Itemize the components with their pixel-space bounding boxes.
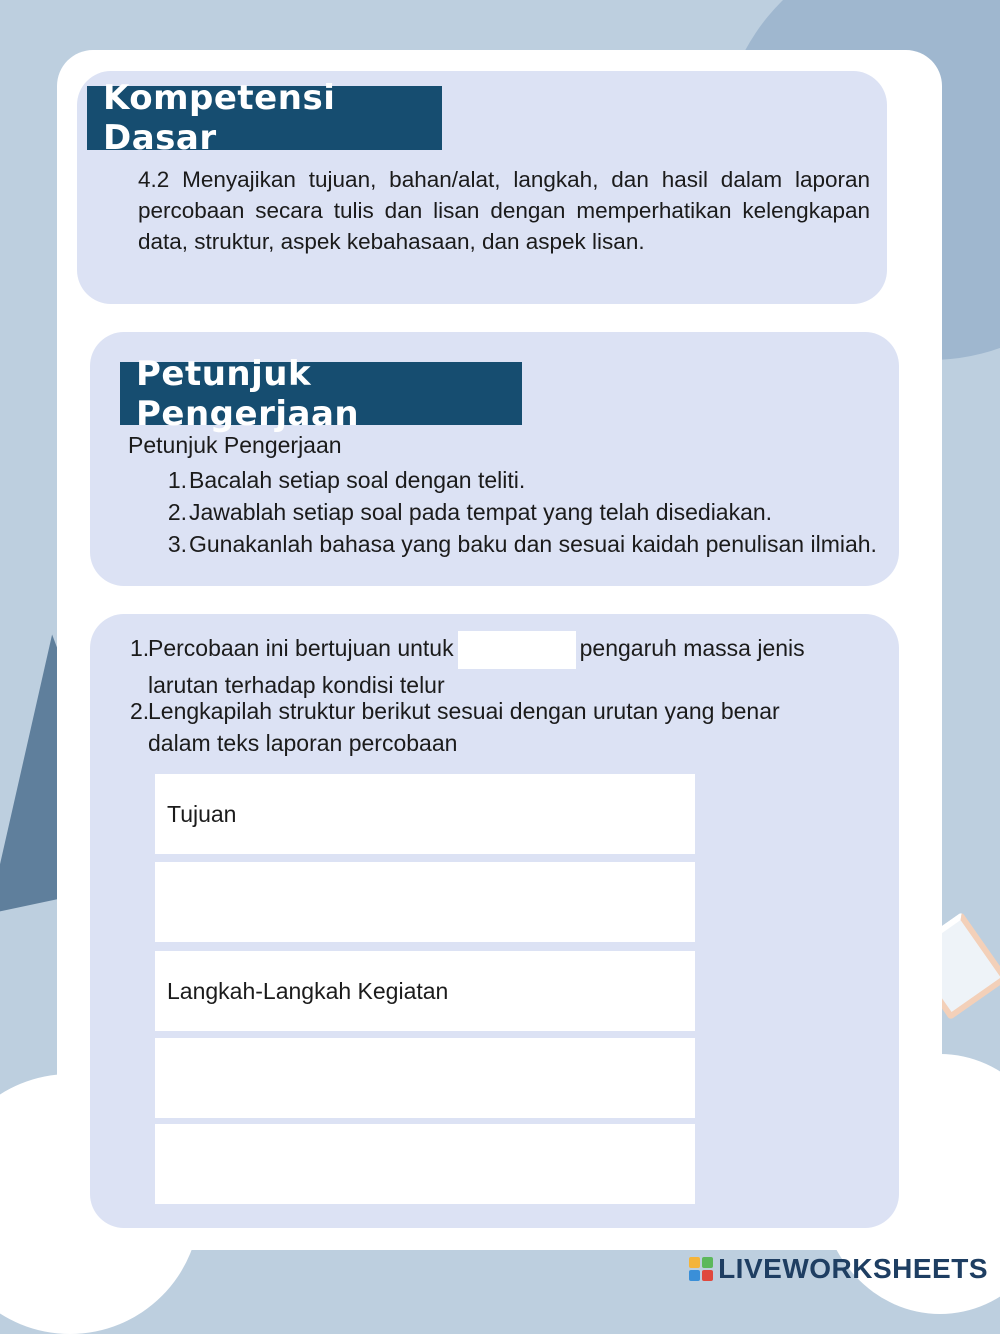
question-number: 2. bbox=[130, 698, 150, 724]
petunjuk-title: Petunjuk Pengerjaan bbox=[120, 362, 522, 425]
question-text: pengaruh massa jenis bbox=[579, 635, 805, 662]
kompetensi-text: 4.2 Menyajikan tujuan, bahan/alat, langkah, dan hasil dalam laporan percobaan secara tulis dan lisan dengan memperhatikan kelengkapan data, struktur, aspek kebahasaan, dan aspek lisan. bbox=[138, 167, 870, 254]
question-text-continued: larutan terhadap kondisi telur bbox=[148, 672, 445, 698]
structure-box-5[interactable] bbox=[155, 1124, 695, 1204]
petunjuk-list bbox=[165, 464, 877, 560]
list-item bbox=[165, 496, 877, 528]
item-number: 3. bbox=[167, 531, 187, 557]
question-text-continued: dalam teks laporan percobaan bbox=[148, 730, 458, 756]
item-text: Bacalah setiap soal dengan teliti. bbox=[189, 467, 526, 493]
answer-blank-input[interactable] bbox=[458, 631, 576, 669]
item-text: Jawablah setiap soal pada tempat yang telah disediakan. bbox=[189, 499, 773, 525]
question-text: Percobaan ini bertujuan untuk bbox=[148, 635, 454, 662]
structure-box-4[interactable] bbox=[155, 1038, 695, 1118]
list-item bbox=[165, 528, 877, 560]
liveworksheets-logo-icon bbox=[689, 1257, 713, 1281]
item-number: 2. bbox=[167, 499, 187, 525]
structure-box-3[interactable]: Langkah-Langkah Kegiatan bbox=[155, 951, 695, 1031]
structure-box-1[interactable]: Tujuan bbox=[155, 774, 695, 854]
kompetensi-title: Kompetensi Dasar bbox=[87, 86, 442, 150]
structure-box-2[interactable] bbox=[155, 862, 695, 942]
brand-name: LIVEWORKSHEETS bbox=[718, 1253, 988, 1284]
item-number: 1. bbox=[167, 467, 187, 493]
item-text: Gunakanlah bahasa yang baku dan sesuai kaidah penulisan ilmiah. bbox=[189, 531, 877, 557]
list-item bbox=[165, 464, 877, 496]
question-2 bbox=[130, 695, 830, 759]
question-number: 1. bbox=[130, 635, 150, 662]
petunjuk-subtitle: Petunjuk Pengerjaan bbox=[128, 432, 342, 458]
question-1 bbox=[130, 631, 830, 701]
question-text: Lengkapilah struktur berikut sesuai dengan urutan yang benar bbox=[148, 698, 780, 724]
liveworksheets-brand bbox=[689, 1253, 988, 1285]
